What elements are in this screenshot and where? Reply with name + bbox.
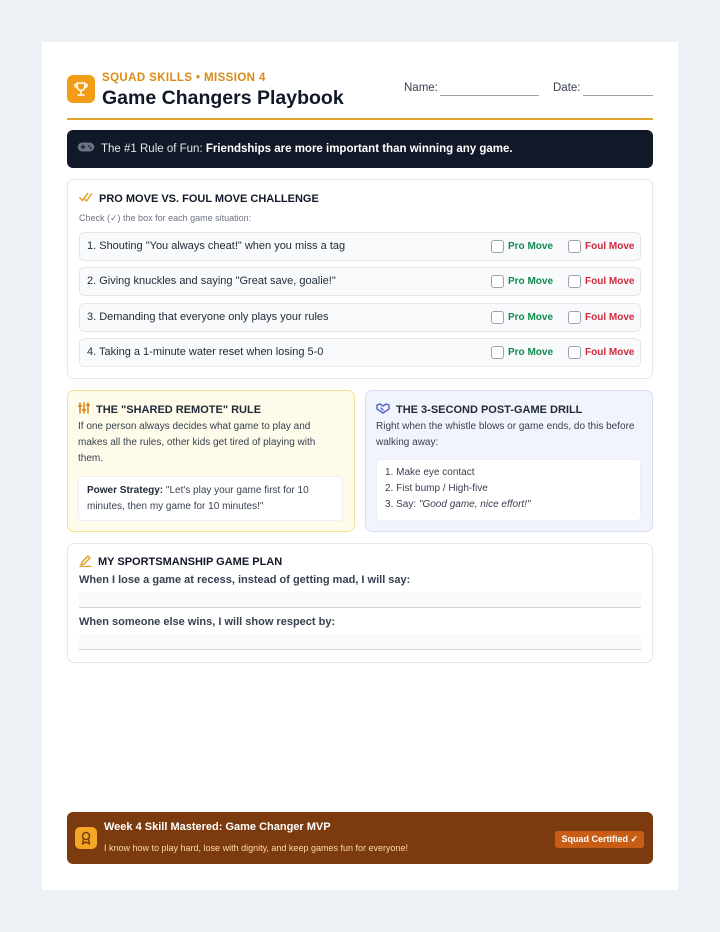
challenge-instructions: Check (✓) the box for each game situation:: [79, 213, 252, 223]
rule-text: [101, 143, 513, 155]
drill-body: Right when the whistle blows or game ends, do this before walking away:: [376, 421, 635, 448]
award-badge-icon: [75, 827, 97, 849]
squad-certified-badge: Squad Certified ✓: [555, 831, 644, 848]
challenge-card: [67, 179, 653, 379]
game-plan-card: [67, 543, 653, 663]
footer-title: Week 4 Skill Mastered: Game Changer MVP: [104, 821, 331, 833]
pro-move-option[interactable]: [491, 311, 553, 324]
challenge-title: PRO MOVE VS. FOUL MOVE CHALLENGE: [99, 192, 319, 205]
situation-text: 2. Giving knuckles and saying "Great save, goalie!": [87, 275, 336, 287]
power-strategy-label: Power Strategy:: [87, 485, 164, 496]
foul-move-label: Foul Move: [585, 241, 635, 252]
pro-move-checkbox[interactable]: [491, 275, 504, 288]
name-field-line[interactable]: [440, 95, 539, 96]
plan-question-1: When I lose a game at recess, instead of getting mad, I will say:: [79, 574, 411, 586]
plan-question-2: When someone else wins, I will show respect by:: [79, 616, 336, 628]
drill-step: 2. Fist bump / High-five: [385, 483, 488, 494]
challenge-row: [79, 267, 641, 296]
shared-remote-panel: [67, 390, 355, 532]
footer-subtitle: I know how to play hard, lose with dignity, and keep games fun for everyone!: [104, 843, 409, 853]
pro-move-checkbox[interactable]: [491, 346, 504, 359]
page-title: Game Changers Playbook: [102, 87, 344, 109]
game-controller-icon: [77, 140, 95, 159]
game-plan-heading: [79, 554, 282, 570]
sliders-icon: [78, 402, 90, 417]
foul-move-option[interactable]: [568, 311, 634, 324]
drill-step-prefix: 3. Say:: [385, 499, 417, 510]
handshake-icon: [376, 402, 390, 417]
situation-text: 4. Taking a 1-minute water reset when losing 5-0: [87, 346, 324, 358]
shared-remote-heading: [78, 402, 261, 417]
foul-move-label: Foul Move: [585, 347, 635, 358]
game-plan-title: MY SPORTSMANSHIP GAME PLAN: [98, 556, 283, 568]
pro-move-checkbox[interactable]: [491, 240, 504, 253]
power-strategy-box: [78, 476, 343, 521]
foul-move-option[interactable]: [568, 275, 634, 288]
pro-move-label: Pro Move: [508, 276, 554, 287]
power-strategy-text: "Let's play your game first for 10 minutes, then my game for 10 minutes!": [87, 485, 309, 512]
drill-steps: [376, 459, 641, 521]
drill-step: [385, 497, 632, 513]
header-divider: [67, 118, 653, 120]
rule-lead: The #1 Rule of Fun:: [101, 143, 203, 155]
pro-move-option[interactable]: [491, 240, 553, 253]
challenge-row: [79, 232, 641, 261]
worksheet-page: [42, 42, 678, 890]
date-label: Date:: [553, 82, 581, 94]
mission-kicker: SQUAD SKILLS • MISSION 4: [102, 72, 266, 84]
foul-move-checkbox[interactable]: [568, 275, 581, 288]
pro-move-label: Pro Move: [508, 347, 554, 358]
situation-text: 3. Demanding that everyone only plays your rules: [87, 311, 329, 323]
foul-move-checkbox[interactable]: [568, 311, 581, 324]
drill-step: 1. Make eye contact: [385, 467, 475, 478]
rule-emphasis: Friendships are more important than winning any game.: [205, 143, 513, 155]
foul-move-label: Foul Move: [585, 276, 635, 287]
foul-move-label: Foul Move: [585, 312, 635, 323]
pro-move-checkbox[interactable]: [491, 311, 504, 324]
foul-move-option[interactable]: [568, 240, 634, 253]
challenge-row: [79, 303, 641, 332]
pro-move-option[interactable]: [491, 346, 553, 359]
mastery-footer: [67, 812, 653, 864]
shared-remote-body: If one person always decides what game to play and makes all the rules, other kids get tired of playing with them.: [78, 421, 316, 464]
pro-move-label: Pro Move: [508, 241, 554, 252]
situation-text: 1. Shouting "You always cheat!" when you miss a tag: [87, 240, 346, 252]
rule-banner: [67, 130, 653, 168]
pencil-icon: [79, 554, 92, 570]
foul-move-option[interactable]: [568, 346, 634, 359]
name-label: Name:: [404, 82, 438, 94]
plan-answer-1[interactable]: [79, 592, 641, 608]
pro-move-option[interactable]: [491, 275, 553, 288]
challenge-row: [79, 338, 641, 367]
double-check-icon: [79, 191, 93, 206]
foul-move-checkbox[interactable]: [568, 346, 581, 359]
foul-move-checkbox[interactable]: [568, 240, 581, 253]
challenge-heading: [79, 191, 319, 206]
drill-heading: [376, 402, 582, 417]
plan-answer-2[interactable]: [79, 634, 641, 650]
pro-move-label: Pro Move: [508, 312, 554, 323]
shared-remote-title: THE "SHARED REMOTE" RULE: [96, 403, 262, 416]
drill-step-quote: "Good game, nice effort!": [418, 499, 531, 510]
date-field-line[interactable]: [583, 95, 653, 96]
trophy-icon: [67, 75, 95, 103]
drill-title: THE 3-SECOND POST-GAME DRILL: [396, 403, 583, 416]
post-game-drill-panel: [365, 390, 653, 532]
